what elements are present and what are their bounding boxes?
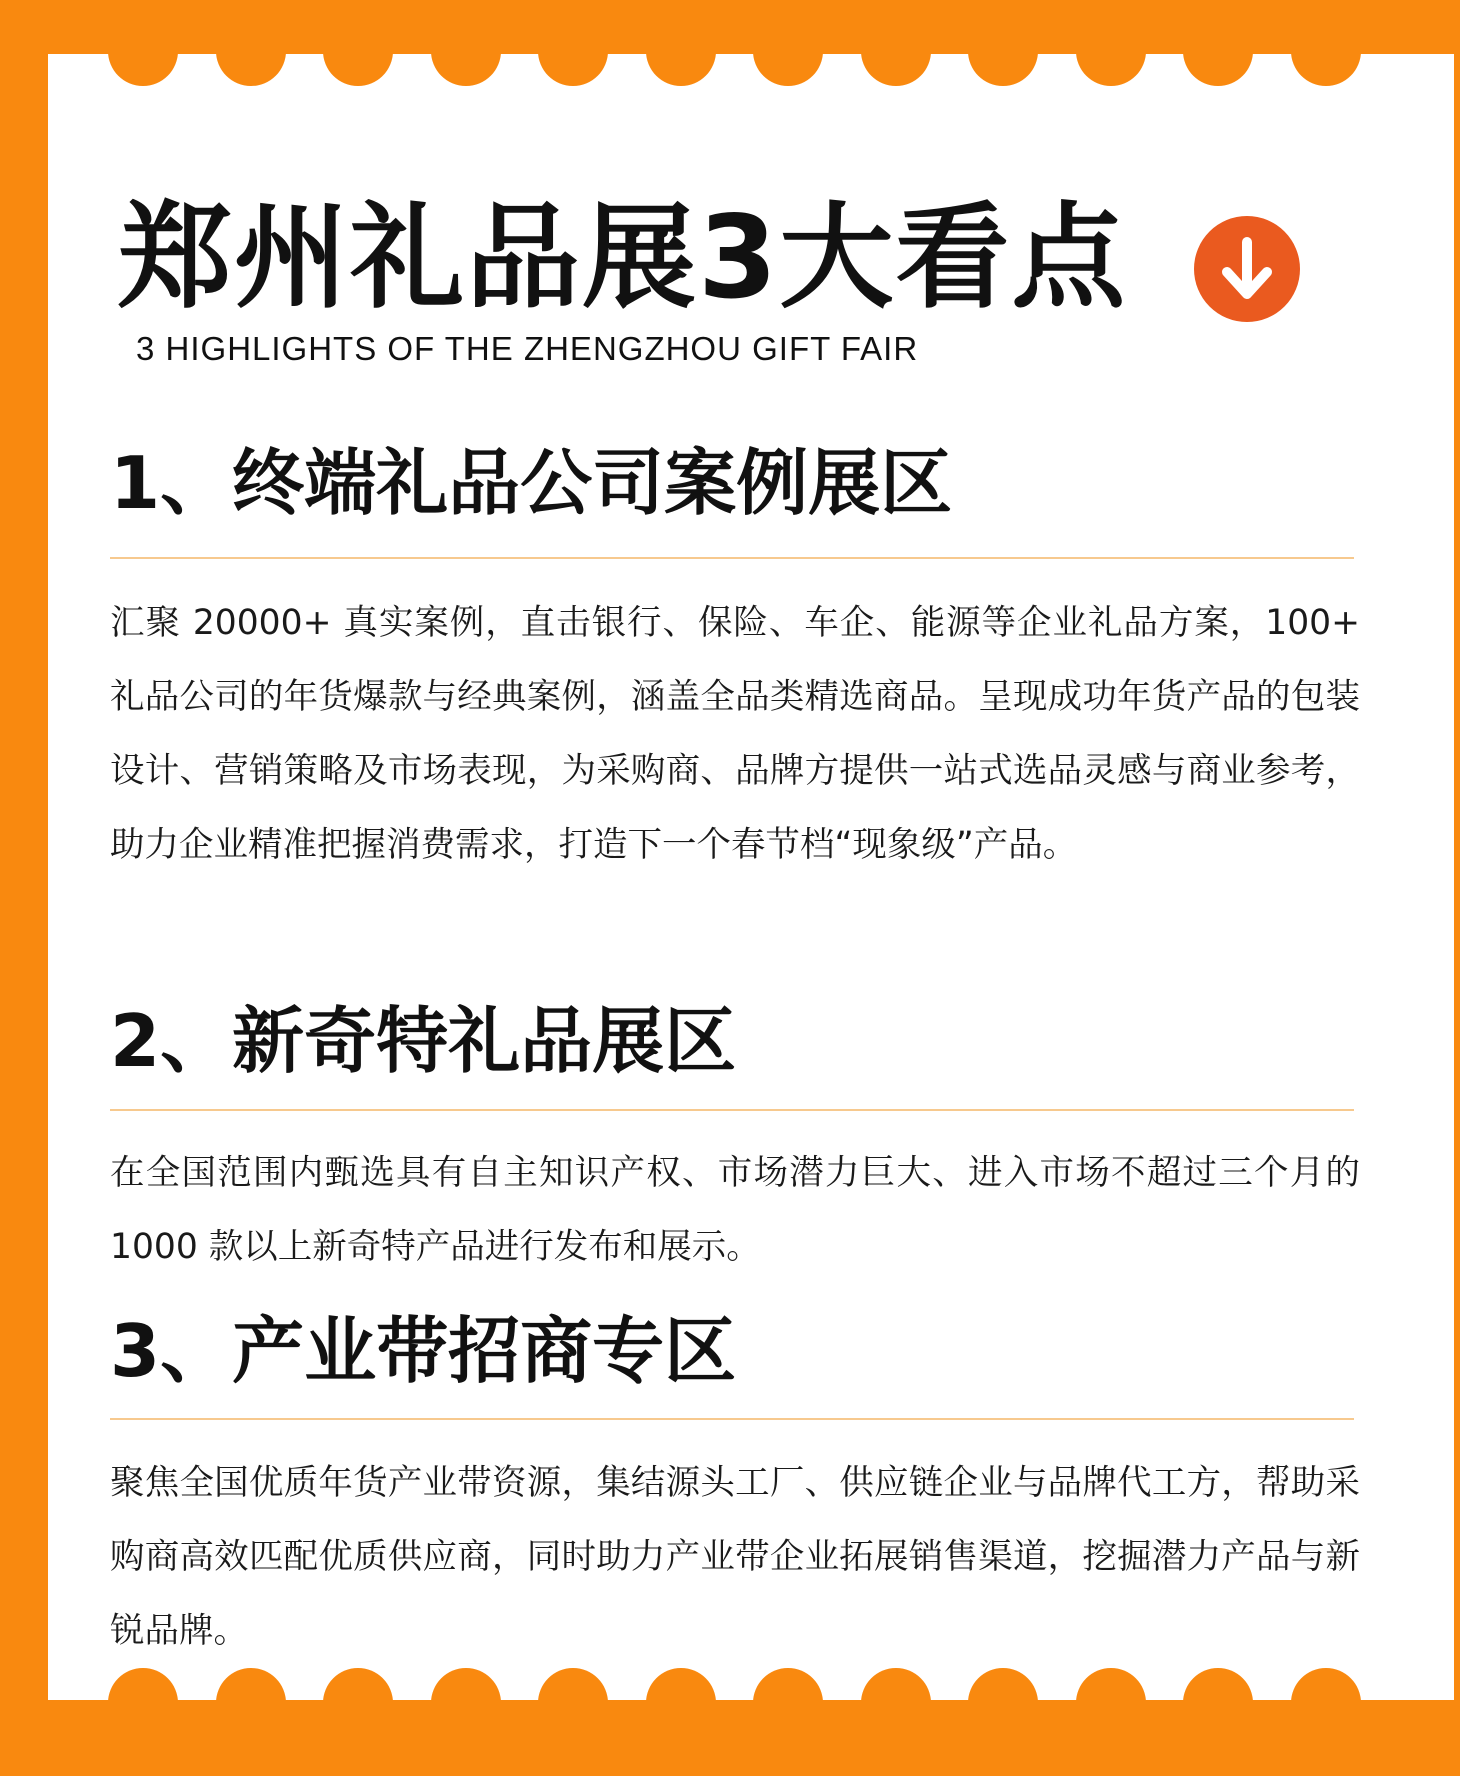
scallop-notch <box>216 54 286 86</box>
scallop-notch <box>861 1668 931 1700</box>
scallop-notch <box>538 54 608 86</box>
section-heading-1: 1、终端礼品公司案例展区 <box>110 441 953 525</box>
scallop-notch <box>538 1668 608 1700</box>
section-divider-3 <box>110 1418 1354 1420</box>
scallop-notch <box>646 54 716 86</box>
scallop-notch <box>108 1668 178 1700</box>
scallop-notch <box>431 1668 501 1700</box>
section-body-3: 聚焦全国优质年货产业带资源，集结源头工厂、供应链企业与品牌代工方，帮助采购商高效匹配优质供应商，同时助力产业带企业拓展销售渠道，挖掘潜力产品与新锐品牌。 <box>110 1463 1360 1651</box>
scallop-notch <box>646 1668 716 1700</box>
scallop-notch <box>753 54 823 86</box>
arrow-down-icon <box>1194 216 1300 322</box>
section-divider-2 <box>110 1109 1354 1111</box>
scallop-notch <box>1183 54 1253 86</box>
scallop-notch <box>431 54 501 86</box>
page-title: 郑州礼品展3大看点 <box>118 191 1128 324</box>
scallop-notch <box>1076 1668 1146 1700</box>
scallop-notch <box>216 1668 286 1700</box>
scallop-edge-top <box>48 54 1454 94</box>
scallop-notch <box>323 1668 393 1700</box>
scallop-notch <box>861 54 931 86</box>
scallop-notch <box>968 54 1038 86</box>
scallop-notch <box>968 1668 1038 1700</box>
scallop-notch <box>1076 54 1146 86</box>
section-divider-1 <box>110 557 1354 559</box>
scallop-notch <box>108 54 178 86</box>
scallop-notch <box>1291 1668 1361 1700</box>
scallop-notch <box>753 1668 823 1700</box>
page-subtitle: 3 HIGHLIGHTS OF THE ZHENGZHOU GIFT FAIR <box>136 330 919 367</box>
section-body-1: 汇聚 20000+ 真实案例，直击银行、保险、车企、能源等企业礼品方案，100+ 礼品公司的年货爆款与经典案例，涵盖全品类精选商品。呈现成功年货产品的包装设计、营销策略及市场表现，为采购商、品牌方提供一站式选品灵感与商业参考，助力企业精准把握消费需求，打造下一个春节档“现象级”产品。 <box>110 603 1360 865</box>
scallop-notch <box>1291 54 1361 86</box>
scallop-notch <box>1183 1668 1253 1700</box>
section-heading-3: 3、产业带招商专区 <box>110 1309 737 1393</box>
section-heading-2: 2、新奇特礼品展区 <box>110 999 737 1083</box>
section-body-2: 在全国范围内甄选具有自主知识产权、市场潜力巨大、进入市场不超过三个月的 1000 款以上新奇特产品进行发布和展示。 <box>110 1153 1360 1267</box>
scallop-notch <box>323 54 393 86</box>
title-row <box>118 188 1127 328</box>
